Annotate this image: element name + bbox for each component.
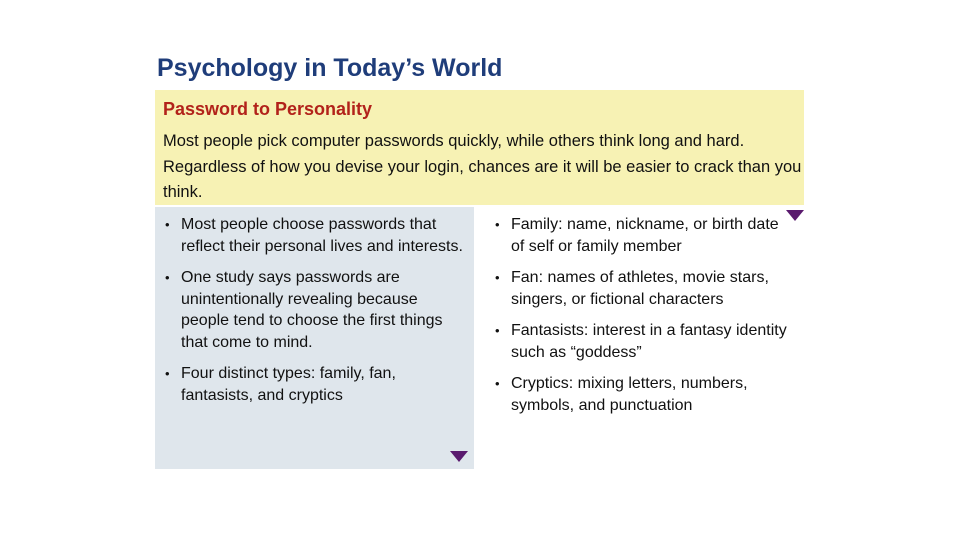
right-bullet-list: [493, 214, 788, 416]
list-item: [163, 363, 463, 406]
list-item: [493, 373, 788, 416]
slide-title: Psychology in Today’s World: [157, 54, 503, 82]
down-triangle-icon[interactable]: [786, 210, 804, 221]
bullet-dot: •: [495, 270, 500, 285]
bullet-text: Most people choose passwords that reflect their personal lives and interests.: [181, 216, 463, 255]
left-bullet-list: [163, 214, 463, 406]
bullet-dot: •: [165, 270, 170, 285]
down-triangle-icon[interactable]: [450, 451, 468, 462]
list-item: [163, 214, 463, 257]
intro-box: [155, 90, 804, 205]
bullet-dot: •: [165, 217, 170, 232]
bullet-dot: •: [495, 323, 500, 338]
bullet-dot: •: [495, 376, 500, 391]
intro-heading: Password to Personality: [163, 99, 373, 119]
list-item: [493, 214, 788, 257]
bullet-text: Cryptics: mixing letters, numbers, symbols, and punctuation: [511, 375, 748, 414]
bullet-text: One study says passwords are unintentionally revealing because people tend to choose the first things that come to mind.: [181, 269, 443, 351]
bullet-text: Fan: names of athletes, movie stars, singers, or fictional characters: [511, 269, 769, 308]
list-item: [493, 320, 788, 363]
bullet-text: Family: name, nickname, or birth date of self or family member: [511, 216, 779, 255]
list-item: [163, 267, 463, 353]
list-item: [493, 267, 788, 310]
bullet-dot: •: [495, 217, 500, 232]
bullet-text: Fantasists: interest in a fantasy identity such as “goddess”: [511, 322, 787, 361]
intro-text: Most people pick computer passwords quickly, while others think long and hard. Regardless of how you devise your login, chances are it will be easier to crack than you think.: [163, 132, 802, 201]
bullet-dot: •: [165, 366, 170, 381]
bullet-text: Four distinct types: family, fan, fantasists, and cryptics: [181, 365, 396, 404]
